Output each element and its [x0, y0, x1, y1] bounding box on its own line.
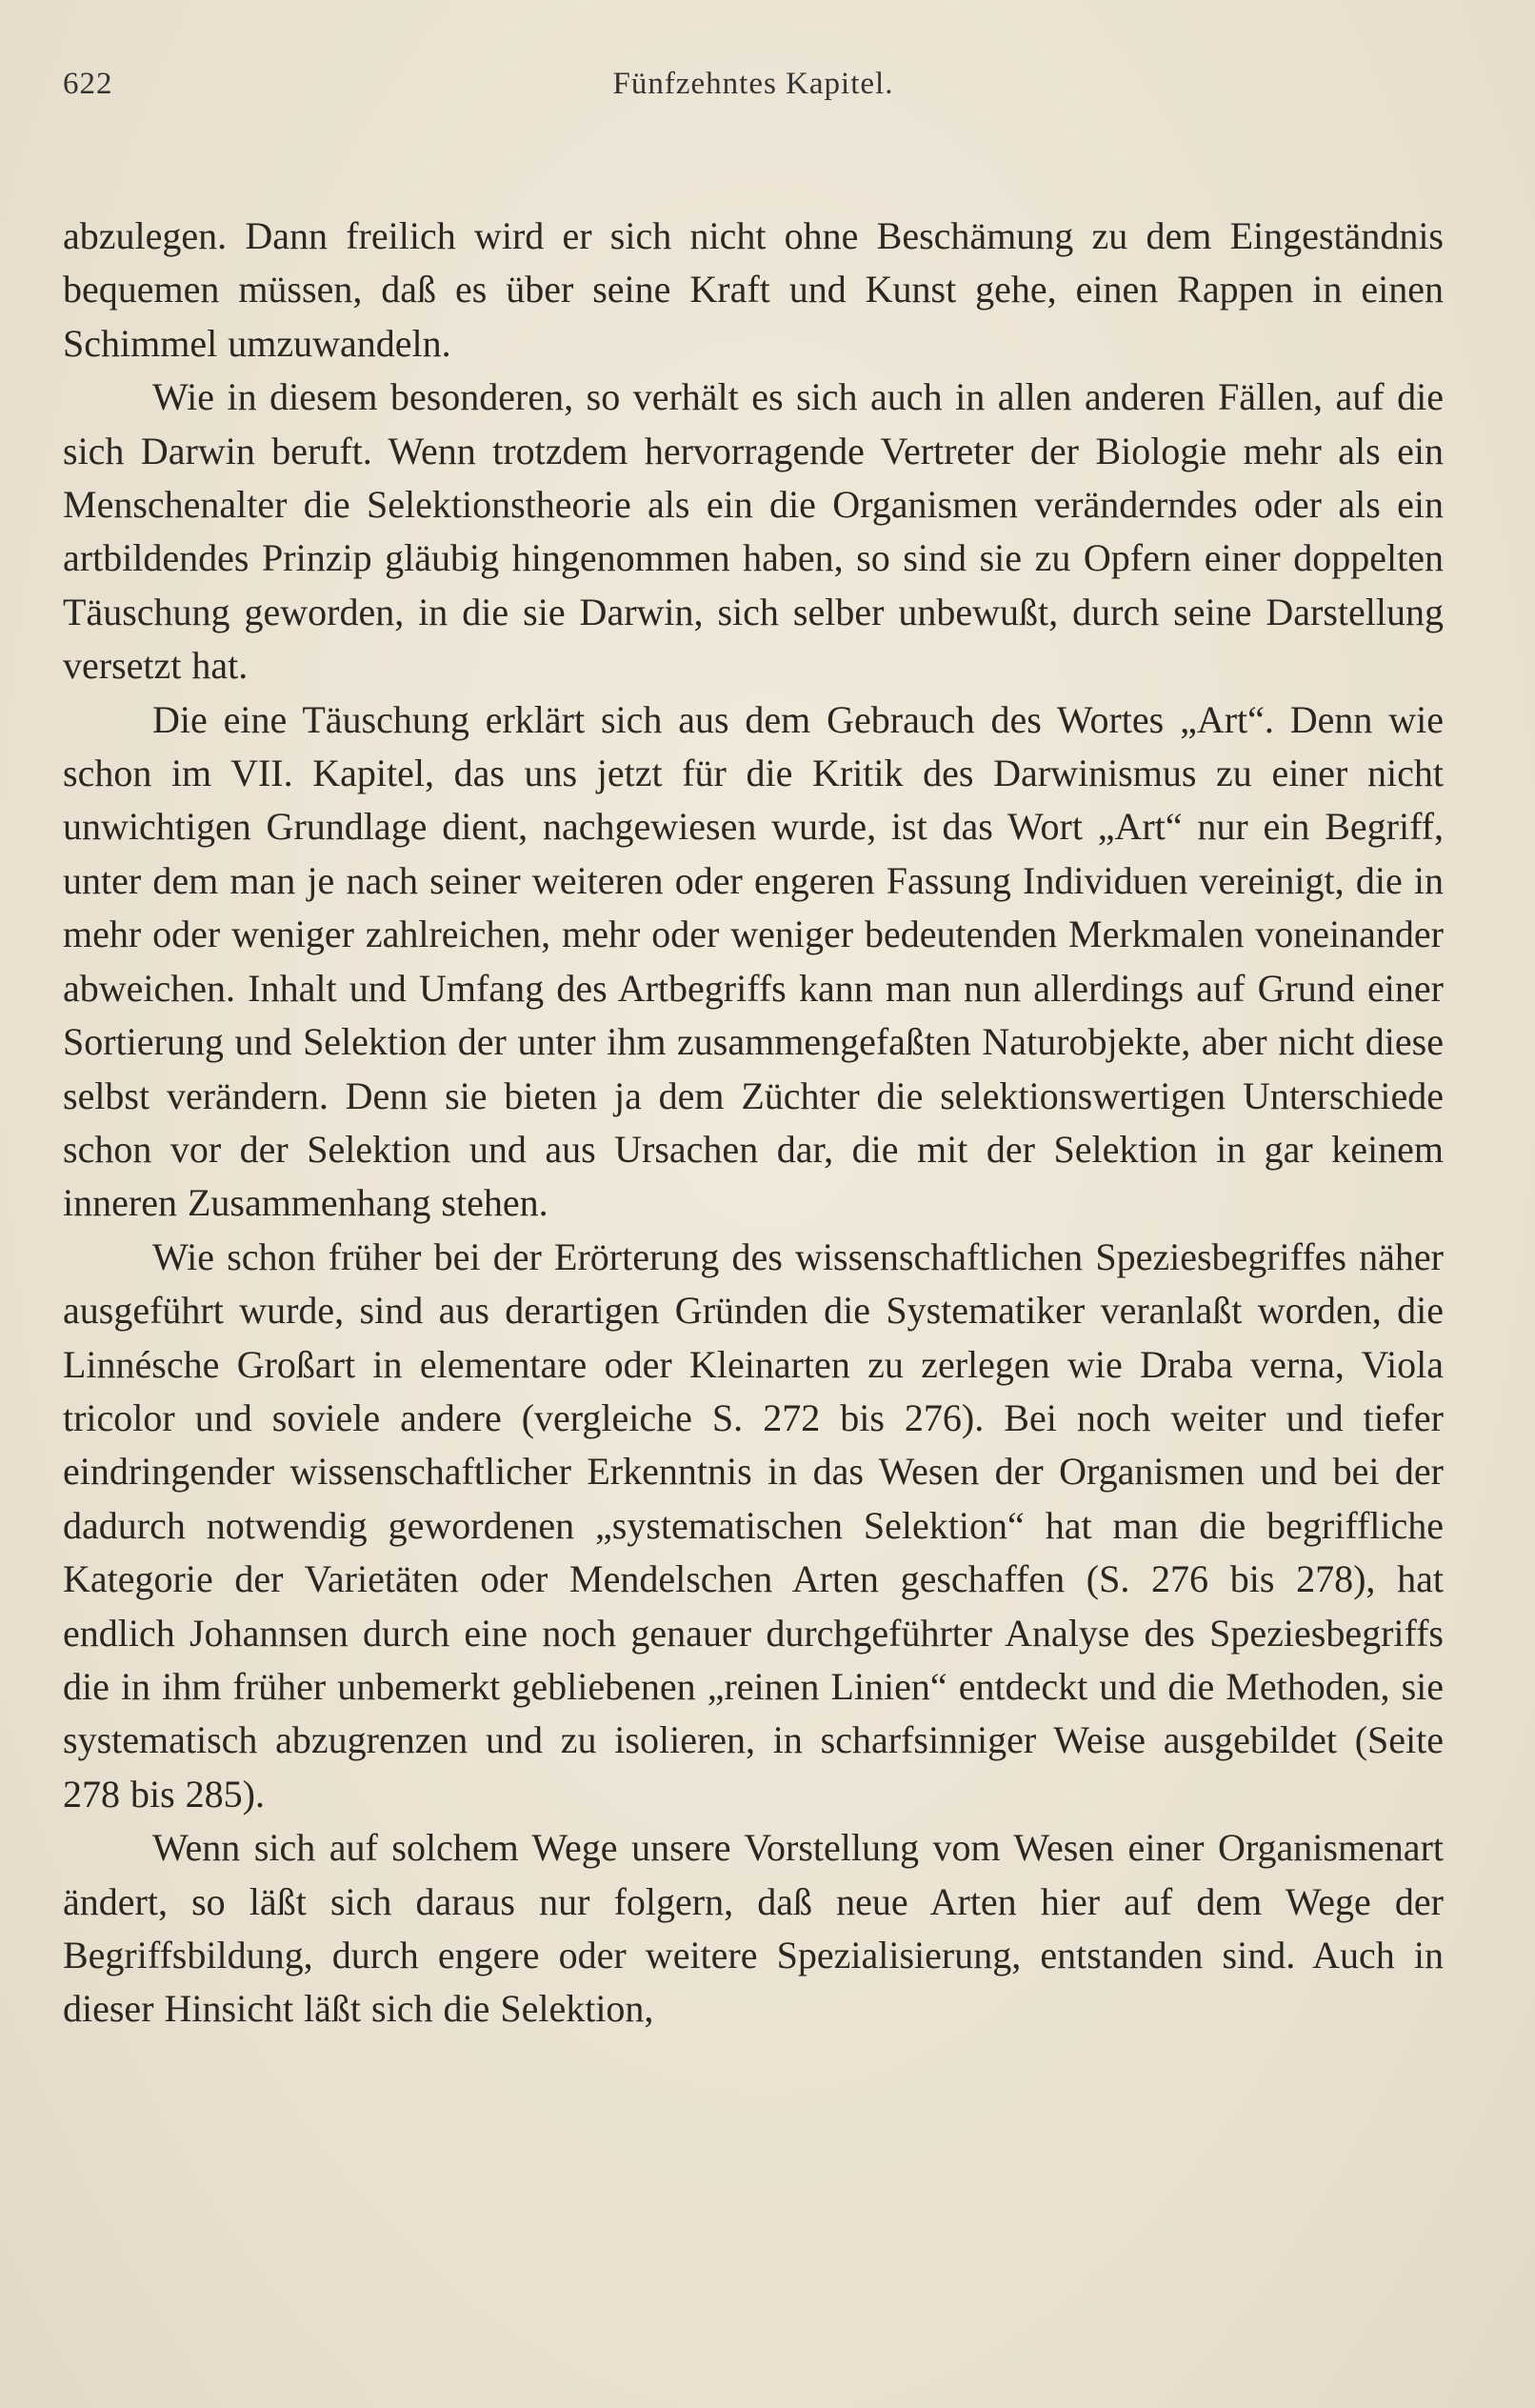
paragraph-5: Wenn sich auf solchem Wege unsere Vorstellung vom Wesen einer Organismenart ändert, so läßt sich daraus nur folgern, daß neue Arten hier auf dem Wege der Begriffsbildung, durch engere oder weitere Spezialisierung, entstanden sind. Auch in dieser Hinsicht läßt sich die Selektion, — [63, 1826, 1444, 2031]
running-head — [63, 57, 1444, 118]
paragraph-4: Wie schon früher bei der Erörterung des wissenschaftlichen Speziesbegriffes näher ausgeführt wurde, sind aus derartigen Gründen die Systematiker veranlaßt worden, die Linnésche Großart in elementare oder Kleinarten zu zerlegen wie Draba verna, Viola tricolor und soviele andere (vergleiche S. 272 bis 276). Bei noch weiter und tiefer eindringender wissenschaftlicher Erkenntnis in das Wesen der Organismen und bei der dadurch notwendig gewordenen „systematischen Selektion“ hat man die begriffliche Kategorie der Varietäten oder Mendelschen Arten geschaffen (S. 276 bis 278), hat endlich Johannsen durch eine noch genauer durchgeführter Analyse des Speziesbegriffs die in ihm früher unbemerkt gebliebenen „reinen Linien“ entdeckt und die Methoden, sie systematisch abzugrenzen und zu isolieren, in scharfsinniger Weise ausgebildet (Seite 278 bis 285). — [63, 1234, 1444, 1816]
paragraph-1: abzulegen. Dann freilich wird er sich nicht ohne Beschämung zu dem Eingeständnis bequemen müssen, daß es über seine Kraft und Kunst gehe, einen Rappen in einen Schimmel umzuwandeln. — [63, 214, 1444, 365]
page-number: 622 — [63, 67, 113, 101]
book-page — [63, 57, 1444, 2037]
text-body — [63, 210, 1444, 2037]
chapter-title: Fünfzehntes Kapitel. — [612, 67, 894, 101]
paragraph-3: Die eine Täuschung erklärt sich aus dem Gebrauch des Wortes „Art“. Denn wie schon im VII. Kapitel, das uns jetzt für die Kritik des Darwinismus zu einer nicht unwichtigen Grundlage dient, nachgewiesen wurde, ist das Wort „Art“ nur ein Begriff, unter dem man je nach seiner weiteren oder engeren Fassung Individuen vereinigt, die in mehr oder weniger zahlreichen, mehr oder weniger bedeutenden Merkmalen voneinander abweichen. Inhalt und Umfang des Artbegriffs kann man nun allerdings auf Grund einer Sortierung und Selektion der unter ihm zusammengefaßten Naturobjekte, aber nicht diese selbst verändern. Denn sie bieten ja dem Züchter die selektionswertigen Unterschiede schon vor der Selektion und aus Ursachen dar, die mit der Selektion in gar keinem inneren Zusammenhang stehen. — [63, 697, 1444, 1225]
paragraph-2: Wie in diesem besonderen, so verhält es sich auch in allen anderen Fällen, auf die sich Darwin beruft. Wenn trotzdem hervorragende Vertreter der Biologie mehr als ein Menschenalter die Selektionstheorie als ein die Organismen veränderndes oder als ein artbildendes Prinzip gläubig hingenommen haben, so sind sie zu Opfern einer doppelten Täuschung geworden, in die sie Darwin, sich selber unbewußt, durch seine Darstellung versetzt hat. — [63, 375, 1444, 688]
